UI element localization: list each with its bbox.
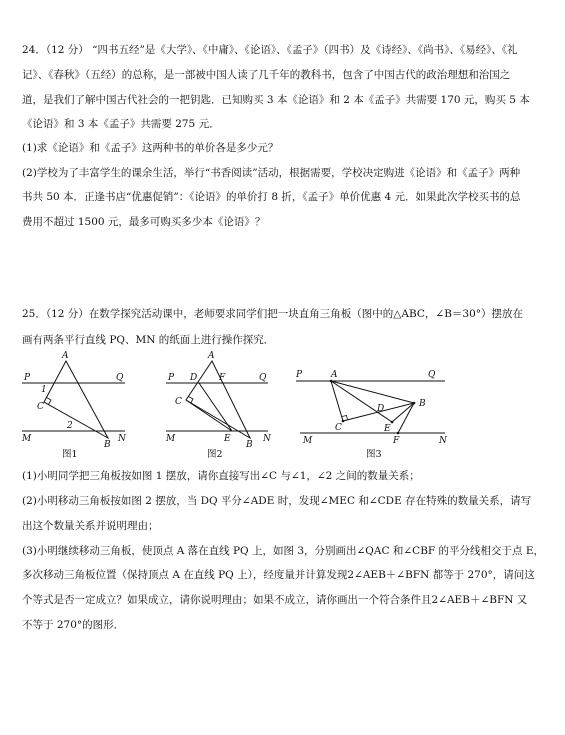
q25-part-3-line-2: 多次移动三角板位置（保持顶点 A 在直线 PQ 上），经度量并计算发现2∠AEB＋∠BFN 都等于 270°，请问这 [22, 569, 535, 581]
fig3-label-a: A [331, 370, 338, 380]
q24-line-3: 道，是我们了解中国古代社会的一把钥匙．已知购买 3 本《论语》和 2 本《孟子》共需要 170 元，购买 5 本 [22, 94, 530, 106]
q25-part-3-line-3: 个等式是否一定成立？如果成立，请你说明理由；如果不成立，请你画出一个符合条件且2∠AEB＋∠BFN 又 [22, 594, 528, 606]
fig3-label-f: F [393, 436, 400, 446]
fig2-label-b: B [246, 440, 253, 450]
fig2-label-m: M [166, 434, 176, 444]
figure-3 [295, 370, 448, 460]
fig3-triangle [331, 381, 414, 421]
fig3-point-c [342, 420, 345, 423]
q24-line-2: 记》、《春秋》（五经）的总称，是一部被中国人读了几千年的教科书，包含了中国古代的政治理想和治国之 [22, 69, 511, 81]
fig1-label-1: 1 [41, 385, 47, 395]
q24-part-1: (1)求《论语》和《孟子》这两种书的单价各是多少元？ [22, 142, 279, 154]
fig3-label-p: P [296, 370, 303, 380]
q25-part-3-line-4: 不等于 270°的图形． [22, 619, 125, 631]
q24-part-2-line-2: 书共 50 本．正逢书店“优惠促销”：《论语》的单价打 8 折，《孟子》单价优惠 4 元．如果此次学校买书的总 [22, 191, 521, 203]
fig3-label-m: M [303, 436, 313, 446]
fig2-label-f: F [219, 373, 226, 383]
fig3-point-a [330, 380, 333, 383]
figure-row [0, 345, 565, 465]
fig1-label-m: M [22, 434, 32, 444]
fig1-label-p: P [24, 373, 31, 383]
fig1-label-b: B [104, 440, 111, 450]
fig3-label-c: C [335, 423, 342, 433]
fig3-point-e [391, 421, 394, 424]
fig1-label-a: A [62, 351, 69, 361]
fig2-label-p: P [168, 373, 175, 383]
fig2-label-a: A [208, 351, 215, 361]
q25-part-2-line-1: (2)小明移动三角板按如图 2 摆放，当 DQ 平分∠ADE 时，发现∠MEC 和∠CDE 存在特殊的数量关系，请写 [22, 495, 532, 507]
q24-part-2-line-3: 费用不超过 1500 元，最多可购买多少本《论语》？ [22, 216, 266, 228]
fig1-label-c: C [37, 402, 44, 412]
fig3-label-q: Q [428, 370, 436, 380]
fig1-label-2: 2 [67, 421, 73, 431]
fig2-caption: 图2 [207, 449, 223, 460]
fig3-line-bf [398, 403, 414, 433]
fig3-point-f [397, 432, 400, 435]
figure-1 [21, 351, 127, 460]
fig1-label-n: N [118, 434, 126, 444]
q25-part-3-line-1: (3)小明继续移动三角板，使顶点 A 落在直线 PQ 上，如图 3，分别画出∠QAC 和∠CBF 的平分线相交于点 E， [22, 545, 545, 557]
fig2-label-d: D [190, 373, 198, 383]
fig3-caption: 图3 [366, 449, 382, 460]
fig2-label-c: C [175, 397, 182, 407]
q25-part-1: (1)小明同学把三角板按如图 1 摆放，请你直接写出∠C 与∠1，∠2 之间的数量关系； [22, 470, 420, 482]
q24-part-2-line-1: (2)学校为了丰富学生的课余生活，举行“书香阅读”活动，根据需要，学校决定购进《论语》和《孟子》两种 [22, 167, 521, 179]
fig2-label-q: Q [259, 373, 267, 383]
figure-2 [165, 351, 272, 460]
fig2-line-de [199, 383, 232, 431]
fig1-caption: 图1 [62, 449, 78, 460]
fig2-label-e: E [224, 434, 231, 444]
q24-line-1: 24．（12 分） “四书五经”是《大学》、《中庸》、《论语》、《孟子》（四书）及《诗经》、《尚书》、《易经》、《礼 [22, 44, 518, 56]
q25-intro-line-1: 25．（12 分）在数学探究活动课中，老师要求同学们把一块直角三角板（图中的△ABC，∠B＝30°）摆放在 [22, 308, 524, 320]
fig3-label-d: D [377, 404, 385, 414]
q25-intro-line-2: 画有两条平行直线 PQ、MN 的纸面上进行操作探究． [22, 334, 275, 346]
fig3-point-b [413, 402, 416, 405]
fig1-triangle [44, 361, 108, 438]
fig3-label-n: N [439, 436, 447, 446]
q24-line-4: 《论语》和 3 本《孟子》共需要 275 元． [22, 118, 220, 130]
q25-part-2-line-2: 出这个数量关系并说明理由； [22, 520, 159, 532]
fig3-label-b: B [419, 399, 426, 409]
fig2-line-ce [186, 400, 232, 431]
fig1-label-q: Q [116, 373, 124, 383]
fig2-label-n: N [263, 434, 271, 444]
fig3-label-e: E [384, 424, 391, 434]
